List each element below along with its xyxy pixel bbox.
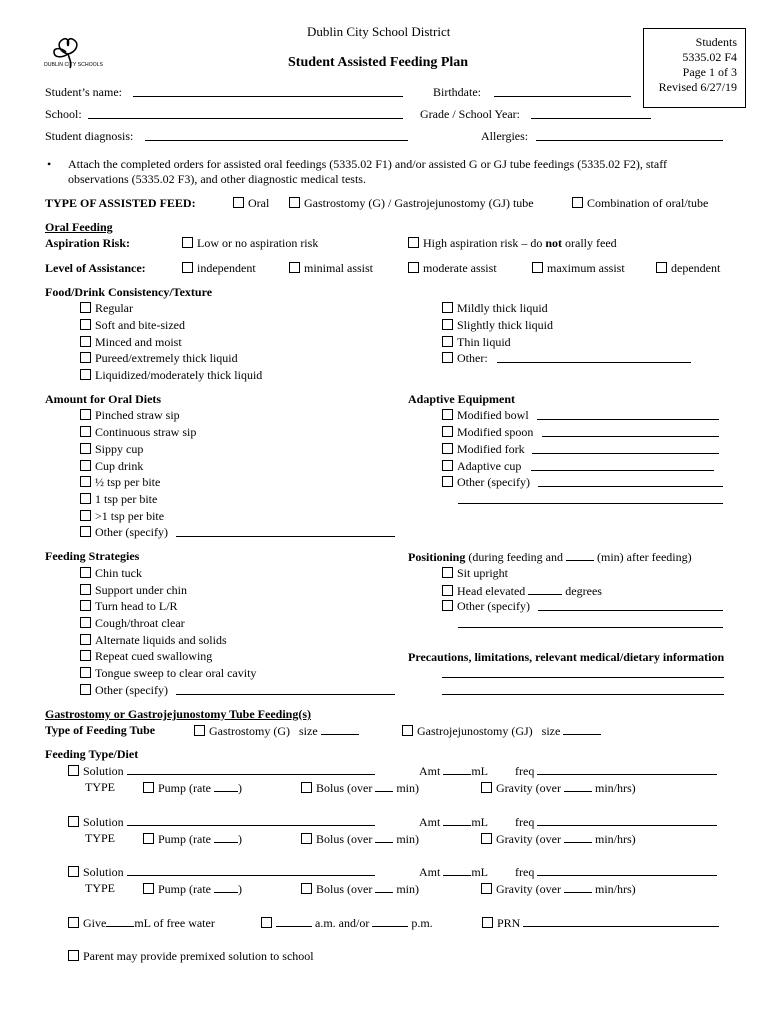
checkbox[interactable] [289, 197, 300, 208]
consistency-thin[interactable]: Thin liquid [442, 335, 511, 349]
amount-more-tsp[interactable]: >1 tsp per bite [80, 509, 164, 523]
amount-one-tsp[interactable]: 1 tsp per bite [80, 492, 157, 506]
solution-2-amt: Amt mL [419, 815, 489, 829]
equipment-fork[interactable]: Modified fork [442, 442, 525, 456]
aspiration-low-option[interactable]: Low or no aspiration risk [182, 236, 318, 250]
form-category: Students [695, 35, 737, 49]
position-other-field-2[interactable] [458, 627, 723, 628]
diet-heading: Feeding Type/Diet [45, 747, 139, 761]
prn-option[interactable]: PRN [482, 915, 719, 930]
strategy-chin-tuck[interactable]: Chin tuck [80, 566, 142, 580]
checkbox[interactable] [442, 585, 453, 596]
solution-1-pump[interactable]: Pump (rate ) [143, 780, 242, 795]
strategy-support-chin[interactable]: Support under chin [80, 583, 187, 597]
assist-maximum[interactable]: maximum assist [532, 261, 625, 275]
checkbox[interactable] [80, 617, 91, 628]
pm-field[interactable] [372, 915, 408, 927]
assist-moderate[interactable]: moderate assist [408, 261, 497, 275]
checkbox[interactable] [68, 866, 79, 877]
pump-rate-field[interactable] [214, 831, 238, 843]
equipment-fork-field[interactable] [532, 453, 719, 454]
checkbox[interactable] [442, 460, 453, 471]
checkbox[interactable] [301, 833, 312, 844]
consistency-soft[interactable]: Soft and bite-sized [80, 318, 185, 332]
instruction-line-2: observations (5335.02 F3), and other diagnostic medical tests. [68, 172, 366, 186]
amount-continuous-straw[interactable]: Continuous straw sip [80, 425, 196, 439]
degrees-field[interactable] [528, 583, 562, 595]
checkbox[interactable] [481, 833, 492, 844]
tube-heading: Gastrostomy or Gastrojejunostomy Tube Feeding(s) [45, 707, 312, 721]
checkbox[interactable] [442, 319, 453, 330]
solution-2-freq-field[interactable] [537, 814, 717, 826]
consistency-slightly-thick[interactable]: Slightly thick liquid [442, 318, 553, 332]
amount-cup-drink[interactable]: Cup drink [80, 459, 143, 473]
strategy-alternate[interactable]: Alternate liquids and solids [80, 633, 227, 647]
checkbox[interactable] [301, 883, 312, 894]
solution-3-amt-field[interactable] [443, 864, 471, 876]
checkbox[interactable] [68, 765, 79, 776]
consistency-heading: Food/Drink Consistency/Texture [45, 285, 213, 299]
free-water-option[interactable]: Give mL of free water [68, 915, 215, 930]
bolus-over-field[interactable] [375, 831, 393, 843]
checkbox[interactable] [442, 352, 453, 363]
grade-year-label: Grade / School Year: [420, 107, 520, 121]
checkbox[interactable] [80, 526, 91, 537]
page-number: Page 1 of 3 [682, 65, 737, 79]
position-head-elevated[interactable]: Head elevated degrees [442, 583, 602, 598]
checkbox[interactable] [80, 426, 91, 437]
consistency-other-field[interactable] [497, 362, 691, 363]
birthdate-field[interactable] [494, 96, 631, 97]
consistency-minced[interactable]: Minced and moist [80, 335, 182, 349]
parent-premixed-option[interactable]: Parent may provide premixed solution to school [68, 949, 314, 963]
checkbox[interactable] [442, 409, 453, 420]
form-title: Student Assisted Feeding Plan [288, 55, 469, 70]
solution-1-freq: freq [515, 763, 717, 778]
checkbox[interactable] [442, 476, 453, 487]
solution-1-freq-field[interactable] [537, 763, 717, 775]
checkbox[interactable] [442, 443, 453, 454]
amount-half-tsp[interactable]: ½ tsp per bite [80, 475, 160, 489]
strategies-heading: Feeding Strategies [45, 549, 140, 563]
solution-3-type-label: TYPE [85, 881, 115, 895]
solution-1-amt: Amt mL [419, 764, 489, 778]
assist-dependent[interactable]: dependent [656, 261, 720, 275]
bullet-mark: • [47, 157, 52, 171]
equipment-other-field-2[interactable] [458, 503, 723, 504]
pump-rate-field[interactable] [214, 780, 238, 792]
gravity-over-field[interactable] [564, 780, 592, 792]
solution-1-type-label: TYPE [85, 780, 115, 794]
equipment-other-field[interactable] [538, 486, 723, 487]
checkbox[interactable] [402, 725, 413, 736]
student-name-field[interactable] [133, 96, 403, 97]
solution-2-bolus[interactable]: Bolus (over min) [301, 831, 419, 846]
strategy-other-field[interactable] [176, 694, 395, 695]
equipment-cup-field[interactable] [531, 470, 714, 471]
g-size-field[interactable] [321, 723, 359, 735]
amount-heading: Amount for Oral Diets [45, 392, 162, 406]
checkbox[interactable] [481, 883, 492, 894]
svg-text:DUBLIN CITY SCHOOLS: DUBLIN CITY SCHOOLS [44, 62, 103, 68]
solution-1-bolus[interactable]: Bolus (over min) [301, 780, 419, 795]
solution-2-type-label: TYPE [85, 831, 115, 845]
precautions-heading: Precautions, limitations, relevant medical/dietary information [408, 650, 725, 664]
district-name: Dublin City School District [307, 24, 451, 39]
equipment-bowl-field[interactable] [537, 419, 719, 420]
school-label: School: [45, 107, 82, 121]
checkbox[interactable] [80, 369, 91, 380]
checkbox[interactable] [233, 197, 244, 208]
consistency-regular[interactable]: Regular [80, 301, 133, 315]
am-field[interactable] [276, 915, 312, 927]
type-combination-option[interactable]: Combination of oral/tube [572, 196, 708, 210]
amount-pinched-straw[interactable]: Pinched straw sip [80, 408, 180, 422]
checkbox[interactable] [481, 782, 492, 793]
checkbox[interactable] [408, 237, 419, 248]
gj-size-field[interactable] [563, 723, 601, 735]
strategy-other[interactable]: Other (specify) [80, 683, 168, 697]
checkbox[interactable] [80, 336, 91, 347]
checkbox[interactable] [572, 197, 583, 208]
precautions-line-1[interactable] [442, 677, 724, 678]
checkbox[interactable] [80, 319, 91, 330]
school-field[interactable] [88, 118, 403, 119]
strategy-turn-head[interactable]: Turn head to L/R [80, 599, 178, 613]
solution-3-pump[interactable]: Pump (rate ) [143, 881, 242, 896]
solution-2[interactable]: Solution [68, 814, 375, 829]
strategy-cough[interactable]: Cough/throat clear [80, 616, 185, 630]
checkbox[interactable] [68, 917, 79, 928]
solution-1-gravity[interactable]: Gravity (over min/hrs) [481, 780, 636, 795]
precautions-line-2[interactable] [442, 694, 724, 695]
checkbox[interactable] [80, 600, 91, 611]
district-logo [42, 32, 103, 74]
bolus-over-field[interactable] [375, 780, 393, 792]
pump-rate-field[interactable] [214, 881, 238, 893]
tube-type-label: Type of Feeding Tube [45, 723, 156, 737]
revision-date: Revised 6/27/19 [658, 80, 737, 94]
tube-gj-option[interactable]: Gastrojejunostomy (GJ) size [402, 723, 601, 738]
checkbox[interactable] [80, 684, 91, 695]
checkbox[interactable] [68, 816, 79, 827]
checkbox[interactable] [442, 426, 453, 437]
solution-2-field[interactable] [127, 814, 375, 826]
free-water-ml-field[interactable] [106, 915, 134, 927]
student-name-label: Student’s name: [45, 85, 122, 99]
solution-2-amt-field[interactable] [443, 814, 471, 826]
solution-3-field[interactable] [127, 864, 375, 876]
checkbox[interactable] [143, 883, 154, 894]
checkbox[interactable] [442, 336, 453, 347]
checkbox[interactable] [80, 510, 91, 521]
checkbox[interactable] [80, 584, 91, 595]
solution-2-freq: freq [515, 814, 717, 829]
checkbox[interactable] [80, 409, 91, 420]
checkbox[interactable] [143, 782, 154, 793]
checkbox[interactable] [656, 262, 667, 273]
checkbox[interactable] [482, 917, 493, 928]
position-other[interactable]: Other (specify) [442, 599, 530, 613]
equipment-cup[interactable]: Adaptive cup [442, 459, 521, 473]
checkbox[interactable] [182, 237, 193, 248]
birthdate-label: Birthdate: [433, 85, 481, 99]
checkbox[interactable] [442, 567, 453, 578]
assist-independent[interactable]: independent [182, 261, 256, 275]
assist-minimal[interactable]: minimal assist [289, 261, 373, 275]
positioning-minutes-field[interactable] [566, 549, 594, 561]
solution-2-gravity[interactable]: Gravity (over min/hrs) [481, 831, 636, 846]
checkbox[interactable] [408, 262, 419, 273]
solution-3-gravity[interactable]: Gravity (over min/hrs) [481, 881, 636, 896]
solution-1-amt-field[interactable] [443, 763, 471, 775]
oral-feeding-heading: Oral Feeding [45, 220, 113, 234]
checkbox[interactable] [80, 460, 91, 471]
equipment-other[interactable]: Other (specify) [442, 475, 530, 489]
checkbox[interactable] [532, 262, 543, 273]
amount-other-field[interactable] [176, 536, 395, 537]
equipment-spoon[interactable]: Modified spoon [442, 425, 533, 439]
bolus-over-field[interactable] [375, 881, 393, 893]
checkbox[interactable] [80, 634, 91, 645]
consistency-other[interactable]: Other: [442, 351, 488, 365]
instruction-line-1: Attach the completed orders for assisted oral feedings (5335.02 F1) and/or assisted G or GJ tube feedings (5335.02 F2), staff [68, 157, 667, 171]
allergies-field[interactable] [536, 140, 723, 141]
solution-1-field[interactable] [127, 763, 375, 775]
checkbox[interactable] [80, 443, 91, 454]
solution-1[interactable]: Solution [68, 763, 375, 778]
positioning-heading: Positioning (during feeding and (min) after feeding) [408, 550, 692, 564]
checkbox[interactable] [194, 725, 205, 736]
solution-3-freq-field[interactable] [537, 864, 717, 876]
form-number: 5335.02 F4 [682, 50, 737, 64]
strategy-repeat-swallow[interactable]: Repeat cued swallowing [80, 649, 212, 663]
checkbox[interactable] [301, 782, 312, 793]
checkbox[interactable] [143, 833, 154, 844]
amount-sippy-cup[interactable]: Sippy cup [80, 442, 143, 456]
allergies-label: Allergies: [481, 129, 529, 143]
free-water-time[interactable]: a.m. and/or p.m. [261, 915, 433, 930]
checkbox[interactable] [442, 600, 453, 611]
grade-year-field[interactable] [531, 118, 651, 119]
type-tube-option[interactable]: Gastrostomy (G) / Gastrojejunostomy (GJ) tube [289, 196, 534, 210]
checkbox[interactable] [80, 667, 91, 678]
consistency-liquidized[interactable]: Liquidized/moderately thick liquid [80, 368, 262, 382]
consistency-mildly-thick[interactable]: Mildly thick liquid [442, 301, 548, 315]
consistency-pureed[interactable]: Pureed/extremely thick liquid [80, 351, 238, 365]
position-other-field[interactable] [538, 610, 723, 611]
tube-g-option[interactable]: Gastrostomy (G) size [194, 723, 359, 738]
aspiration-high-option[interactable]: High aspiration risk – do not orally feed [408, 236, 617, 250]
solution-3[interactable]: Solution [68, 864, 375, 879]
checkbox[interactable] [442, 302, 453, 313]
prn-field[interactable] [523, 915, 719, 927]
checkbox[interactable] [68, 950, 79, 961]
checkbox[interactable] [80, 567, 91, 578]
type-feed-label: TYPE OF ASSISTED FEED: [45, 196, 196, 210]
equipment-spoon-field[interactable] [542, 436, 719, 437]
gravity-over-field[interactable] [564, 831, 592, 843]
checkbox[interactable] [261, 917, 272, 928]
checkbox[interactable] [80, 493, 91, 504]
assistance-label: Level of Assistance: [45, 261, 146, 275]
checkbox[interactable] [289, 262, 300, 273]
aspiration-label: Aspiration Risk: [45, 236, 131, 250]
equipment-heading: Adaptive Equipment [408, 392, 516, 406]
position-sit-upright[interactable]: Sit upright [442, 566, 508, 580]
diagnosis-label: Student diagnosis: [45, 129, 134, 143]
diagnosis-field[interactable] [145, 140, 408, 141]
type-oral-option[interactable]: Oral [233, 196, 269, 210]
checkbox[interactable] [80, 302, 91, 313]
checkbox[interactable] [80, 352, 91, 363]
checkbox[interactable] [80, 650, 91, 661]
strategy-tongue-sweep[interactable]: Tongue sweep to clear oral cavity [80, 666, 256, 680]
solution-3-amt: Amt mL [419, 865, 489, 879]
gravity-over-field[interactable] [564, 881, 592, 893]
solution-2-pump[interactable]: Pump (rate ) [143, 831, 242, 846]
solution-3-freq: freq [515, 864, 717, 879]
checkbox[interactable] [80, 476, 91, 487]
amount-other[interactable]: Other (specify) [80, 525, 168, 539]
solution-3-bolus[interactable]: Bolus (over min) [301, 881, 419, 896]
form-id-box [643, 28, 746, 108]
checkbox[interactable] [182, 262, 193, 273]
equipment-bowl[interactable]: Modified bowl [442, 408, 529, 422]
